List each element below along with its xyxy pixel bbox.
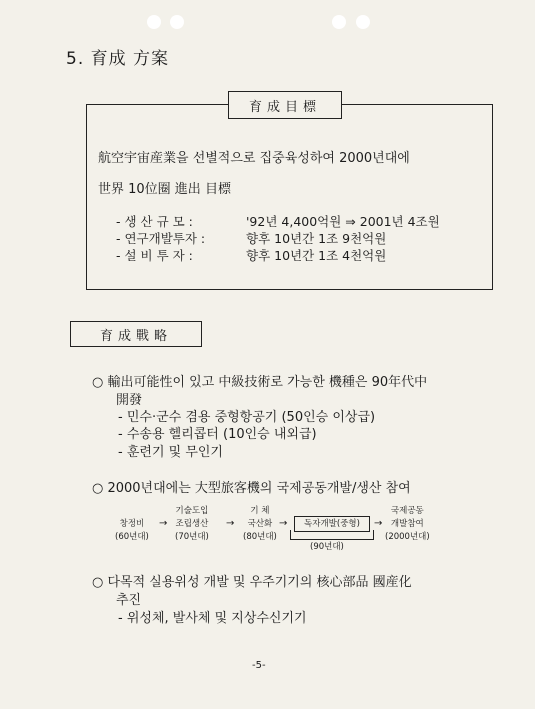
goal-line: 世界 10位圈 進出 目標	[98, 182, 231, 197]
flow-bracket	[290, 530, 374, 540]
page-number: -5-	[252, 660, 266, 671]
binder-hole	[147, 15, 161, 29]
flow-step-box: 독자개발(중형)	[294, 516, 370, 532]
strategy-label: 育成戰略	[70, 321, 202, 347]
flow-step: 국제공동 개발참여 (2000년대)	[385, 506, 430, 542]
arrow-icon: →	[374, 518, 383, 529]
goal-item-value: 향후 10년간 1조 4천억원	[246, 248, 387, 263]
flow-bracket-label: (90년대)	[310, 542, 344, 552]
arrow-icon: →	[226, 518, 235, 529]
arrow-icon: →	[159, 518, 168, 529]
arrow-icon: →	[279, 518, 288, 529]
strategy-bullet-cont: 추진	[116, 593, 142, 608]
binder-hole	[332, 15, 346, 29]
binder-hole	[170, 15, 184, 29]
goal-item-value: '92년 4,400억원 ⇒ 2001년 4조원	[246, 214, 440, 229]
goal-line: 航空宇宙産業을 선별적으로 집중육성하여 2000년대에	[98, 151, 410, 166]
strategy-bullet: ○ 輸出可能性이 있고 中級技術로 가능한 機種은 90年代中	[92, 375, 428, 390]
goal-item-value: 향후 10년간 1조 9천억원	[246, 231, 387, 246]
strategy-sub-item: - 위성체, 발사체 및 지상수신기기	[118, 611, 307, 626]
strategy-sub-item: - 수송용 헬리콥터 (10인승 내외급)	[118, 427, 317, 442]
section-title: 5. 育成 方案	[66, 49, 170, 69]
goal-label: 育成目標	[228, 91, 342, 119]
strategy-bullet-cont: 開發	[116, 393, 143, 408]
flow-step: 기술도입 조립생산 (70년대)	[175, 506, 209, 542]
binder-hole	[356, 15, 370, 29]
goal-item-label: - 생 산 규 모 :	[116, 214, 193, 229]
strategy-bullet: ○ 2000년대에는 大型旅客機의 국제공동개발/생산 참여	[92, 481, 411, 496]
flow-step: 기 체 국산화 (80년대)	[243, 506, 277, 542]
strategy-sub-item: - 훈련기 및 무인기	[118, 445, 223, 460]
goal-item-label: - 연구개발투자 :	[116, 231, 206, 246]
strategy-bullet: ○ 다목적 실용위성 개발 및 우주기기의 核心部品 國産化	[92, 575, 412, 590]
flow-step: 창정비 (60년대)	[115, 519, 149, 542]
strategy-sub-item: - 민수·군수 겸용 중형항공기 (50인승 이상급)	[118, 410, 376, 425]
goal-item-label: - 설 비 투 자 :	[116, 248, 193, 263]
